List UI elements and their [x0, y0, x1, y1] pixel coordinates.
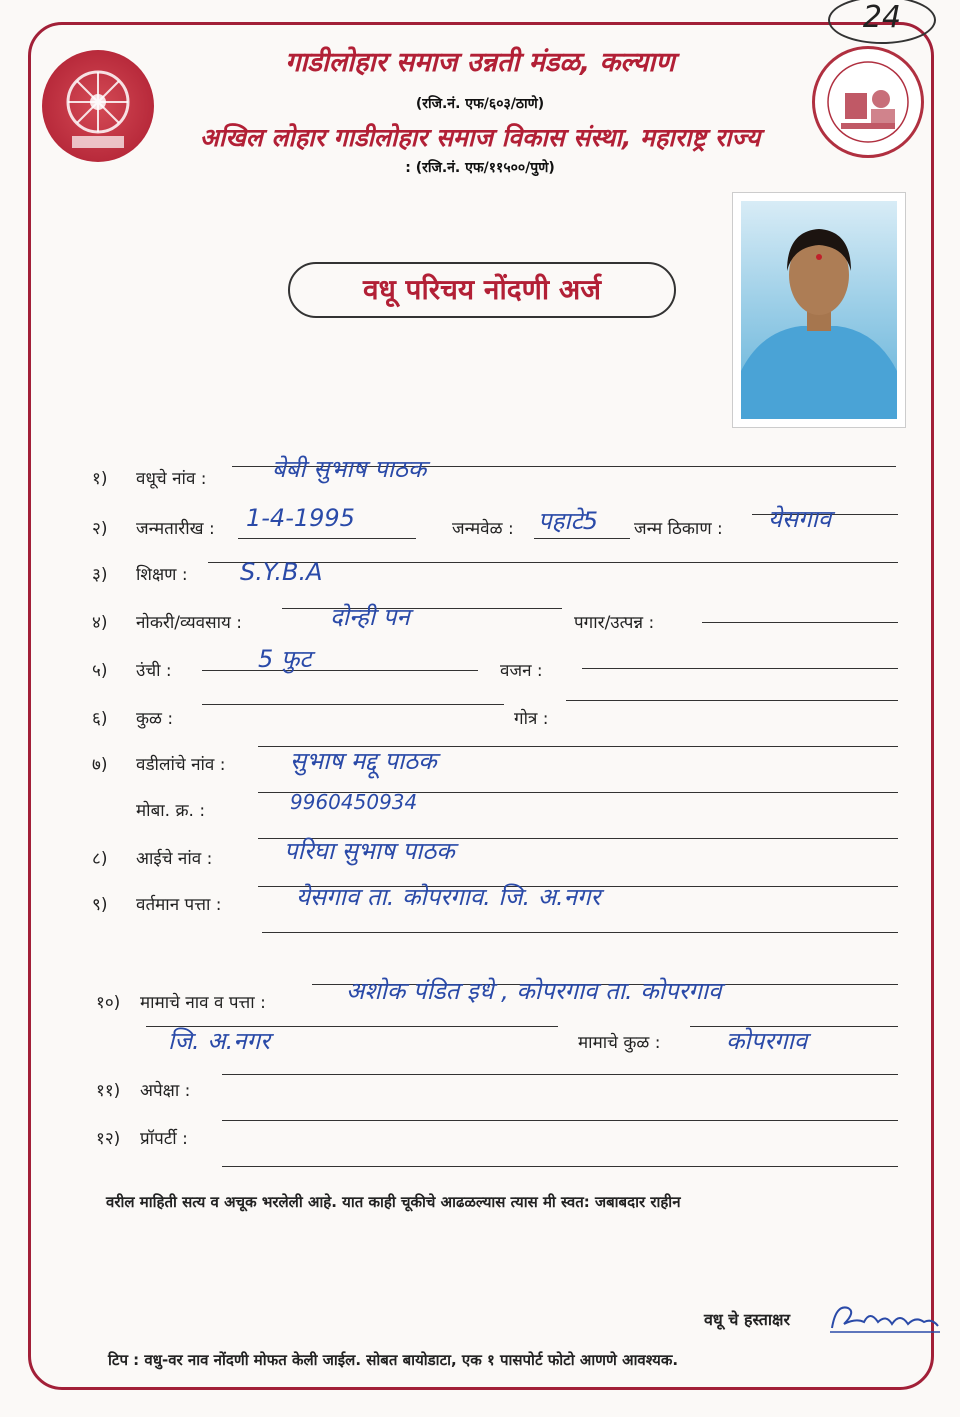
address-line-2 — [262, 932, 898, 933]
height-value[interactable]: 5 फुट — [258, 645, 312, 673]
clan-label: कुळ : — [136, 709, 174, 729]
salary-label: पगार/उत्पन्न : — [574, 613, 655, 633]
maternal-uncle-value-line2[interactable]: जि. अ.नगर — [168, 1027, 270, 1055]
bride-name-label: वधूचे नांव : — [136, 469, 207, 489]
weight-label: वजन : — [500, 661, 543, 681]
form-title: वधू परिचय नोंदणी अर्ज — [288, 262, 676, 318]
maternal-clan-value[interactable]: कोपरगाव — [726, 1027, 808, 1055]
education-label: शिक्षण : — [136, 565, 188, 585]
field-number-11: ११) — [96, 1081, 121, 1101]
signature-label: वधू चे हस्ताक्षर — [704, 1310, 791, 1329]
weight-line — [582, 668, 898, 669]
field-number-3: ३) — [92, 565, 108, 585]
field-number-6: ६) — [92, 709, 108, 729]
mobile-value[interactable]: 9960450934 — [290, 790, 418, 814]
height-label: उंची : — [136, 661, 172, 681]
organization-registration: (रजि.नं. एफ/६०३/ठाणे) — [415, 96, 545, 112]
field-number-9: ९) — [92, 895, 108, 915]
association-registration: : (रजि.नं. एफ/११५००/पुणे) — [405, 160, 555, 176]
mother-name-value[interactable]: परिघा सुभाष पाठक — [284, 837, 455, 865]
occupation-line — [282, 608, 562, 609]
passport-photo — [732, 192, 906, 428]
height-line — [202, 670, 478, 671]
field-number-4: ४) — [92, 613, 108, 633]
birthdate-label: जन्मतारीख : — [136, 519, 215, 539]
maternal-uncle-value[interactable]: अशोक पंडित इधे , कोपरगाव ता. कोपरगाव — [346, 977, 722, 1005]
father-name-value[interactable]: सुभाष मद्दू पाठक — [290, 747, 437, 775]
property-line-2 — [222, 1166, 898, 1167]
declaration-text: वरील माहिती सत्य व अचूक भरलेली आहे. यात काही चूकीचे आढळल्यास त्यास मी स्वत: जबाबदार राहीन — [106, 1193, 681, 1211]
footer-note: टिप : वधु-वर नाव नोंदणी मोफत केली जाईल. सोबत बायोडाटा, एक १ पासपोर्ट फोटो आणणे आवश्यक. — [108, 1351, 679, 1369]
field-number-12: १२) — [96, 1129, 121, 1149]
bride-name-value[interactable]: बेबी सुभाष पाठक — [272, 455, 427, 483]
education-value[interactable]: S.Y.B.A — [240, 558, 323, 586]
expectations-label: अपेक्षा : — [140, 1081, 191, 1101]
father-name-label: वडीलांचे नांव : — [136, 755, 226, 775]
field-number-10: १०) — [96, 993, 121, 1013]
birth-time-value[interactable]: पहाटे5 — [538, 507, 598, 535]
gotra-line — [566, 700, 898, 701]
property-label: प्रॉपर्टी : — [140, 1129, 188, 1149]
field-number-7: ७) — [92, 755, 108, 775]
organization-title: गाडीलोहार समाज उन्नती मंडळ, कल्याण — [285, 47, 675, 78]
birth-place-label: जन्म ठिकाण : — [634, 519, 723, 539]
property-line-1 — [222, 1120, 898, 1121]
bride-signature — [826, 1298, 942, 1343]
birth-place-value[interactable]: येसगाव — [768, 505, 832, 533]
mobile-label: मोबा. क्र. : — [136, 801, 206, 821]
maternal-clan-label: मामाचे कुळ : — [578, 1033, 661, 1053]
occupation-value[interactable]: दोन्ही पन — [330, 603, 410, 631]
address-label: वर्तमान पत्ता : — [136, 895, 222, 915]
birthdate-value[interactable]: 1-4-1995 — [246, 504, 355, 532]
left-emblem-logo — [42, 50, 154, 162]
expectations-line — [222, 1074, 898, 1075]
field-number-1: १) — [92, 469, 108, 489]
birth-time-line — [534, 538, 630, 539]
salary-line — [702, 622, 898, 623]
field-number-8: ८) — [92, 849, 108, 869]
mother-name-label: आईचे नांव : — [136, 849, 213, 869]
field-number-5: ५) — [92, 661, 108, 681]
association-title: अखिल लोहार गाडीलोहार समाज विकास संस्था, महाराष्ट्र राज्य — [199, 123, 761, 152]
birthdate-line — [238, 538, 416, 539]
birth-time-label: जन्मवेळ : — [452, 519, 514, 539]
maternal-uncle-label: मामाचे नाव व पत्ता : — [140, 993, 266, 1013]
field-number-2: २) — [92, 519, 108, 539]
gotra-label: गोत्र : — [514, 709, 549, 729]
clan-line — [202, 704, 504, 705]
page-number-mark: 24 — [828, 0, 936, 44]
occupation-label: नोकरी/व्यवसाय : — [136, 613, 242, 633]
right-emblem-seal — [812, 46, 924, 158]
address-value[interactable]: येसगाव ता. कोपरगाव. जि. अ.नगर — [296, 883, 601, 911]
